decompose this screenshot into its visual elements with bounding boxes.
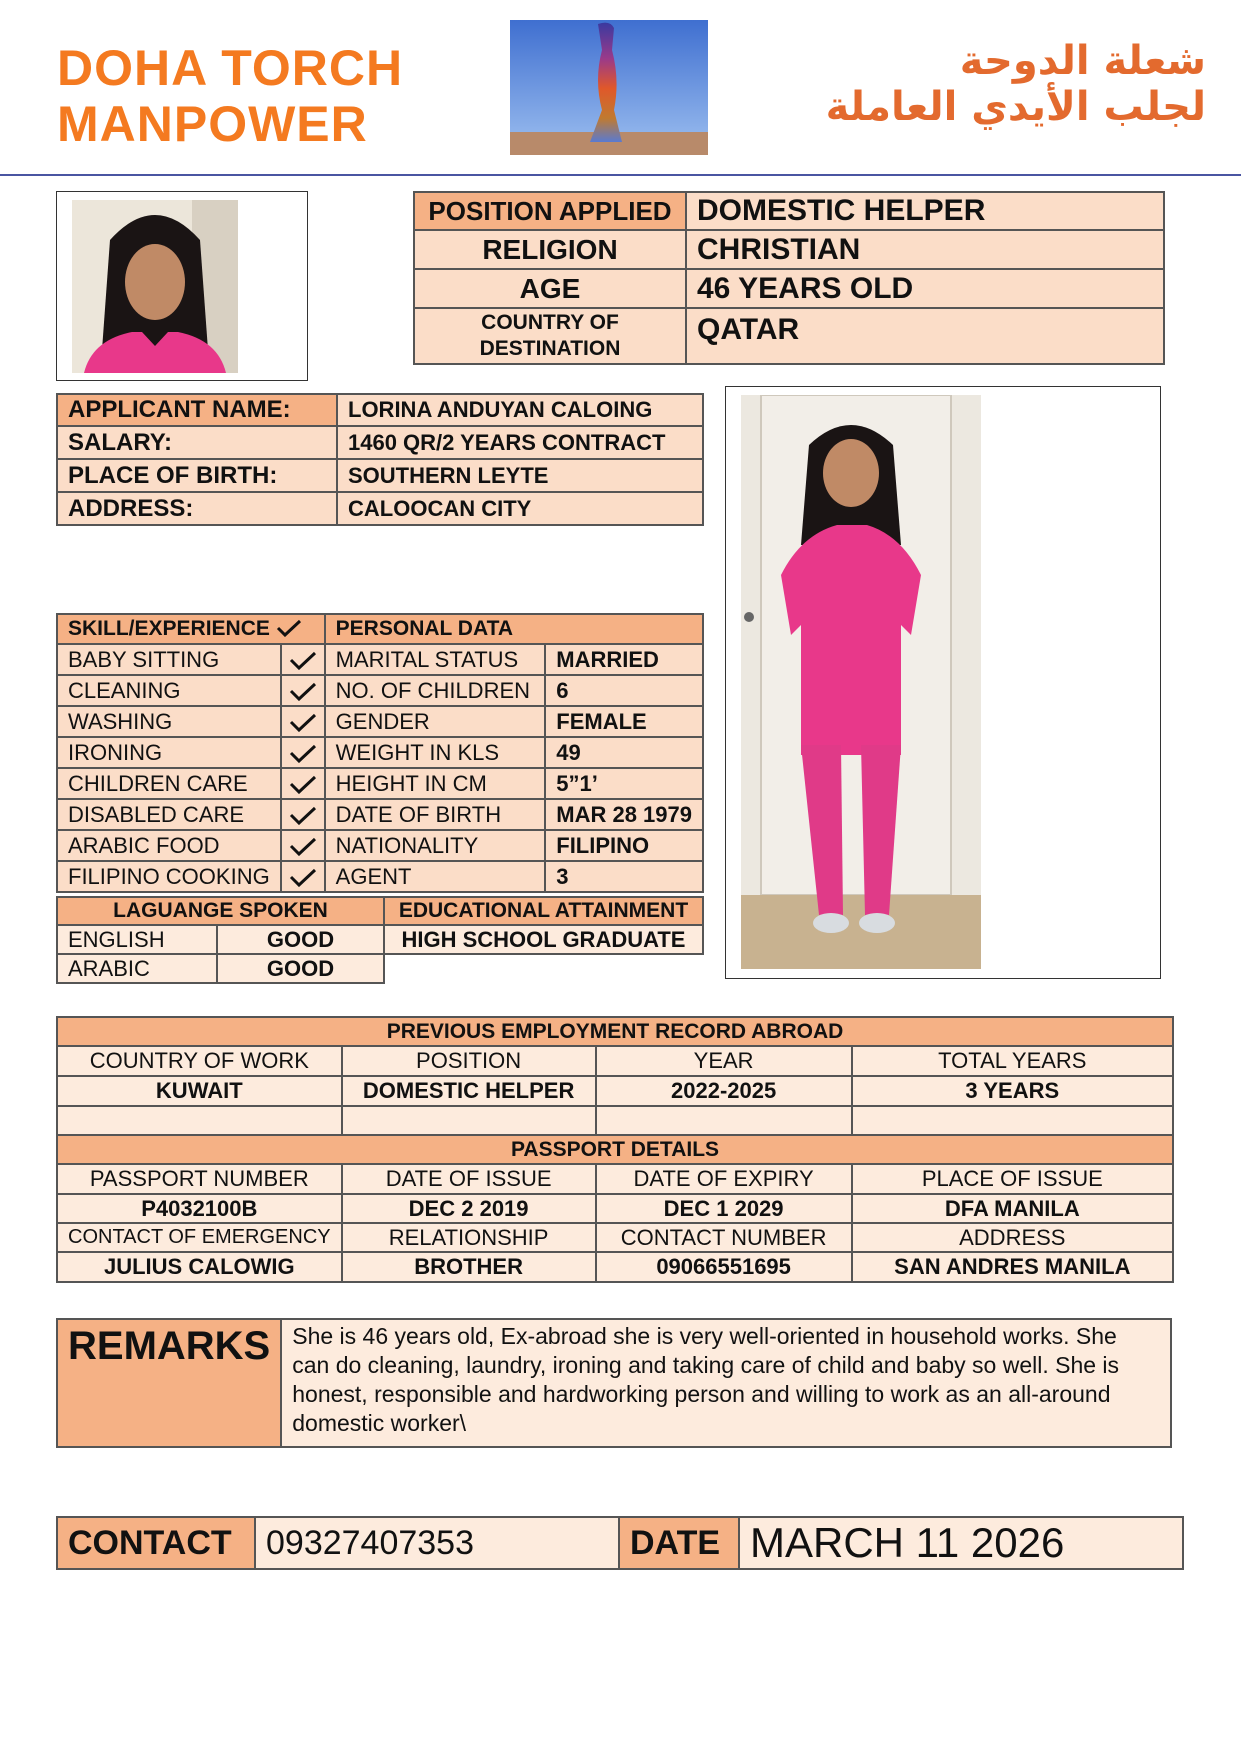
- applicant-name-value: LORINA ANDUYAN CALOING: [337, 394, 703, 426]
- skills-row: [57, 768, 703, 799]
- arabic-line1: شعلة الدوحة: [959, 38, 1206, 84]
- full-body-photo: [741, 395, 981, 969]
- personal-label: DATE OF BIRTH: [325, 799, 546, 830]
- passport-column: PLACE OF ISSUE: [852, 1164, 1173, 1194]
- employment-cell: KUWAIT: [57, 1076, 342, 1106]
- employment-column: YEAR: [596, 1046, 852, 1076]
- skill-check: [281, 861, 325, 892]
- emergency-column: CONTACT NUMBER: [596, 1223, 852, 1252]
- skill-item: BABY SITTING: [57, 644, 281, 675]
- personal-value: FILIPINO: [545, 830, 703, 861]
- check-icon: [288, 774, 318, 794]
- contact-label: CONTACT: [57, 1517, 255, 1569]
- check-icon: [288, 805, 318, 825]
- emergency-contact-number: 09066551695: [596, 1252, 852, 1282]
- education-row: [384, 925, 703, 954]
- company-name: [57, 40, 403, 152]
- check-icon: [288, 743, 318, 763]
- employment-column: POSITION: [342, 1046, 596, 1076]
- personal-label: NATIONALITY: [325, 830, 546, 861]
- education-value: HIGH SCHOOL GRADUATE: [384, 925, 703, 954]
- personal-label: WEIGHT IN KLS: [325, 737, 546, 768]
- destination-row: [414, 308, 1164, 364]
- employment-cell: 3 YEARS: [852, 1076, 1173, 1106]
- remarks-table: [56, 1318, 1172, 1448]
- skill-check: [281, 799, 325, 830]
- address-row: [57, 492, 703, 525]
- address-value: CALOOCAN CITY: [337, 492, 703, 525]
- date-value: MARCH 11 2026: [739, 1517, 1183, 1569]
- position-value: DOMESTIC HELPER: [686, 192, 1164, 230]
- language-row: [57, 954, 384, 983]
- check-icon: [276, 619, 302, 637]
- applicant-name-label: APPLICANT NAME:: [57, 394, 337, 426]
- age-row: [414, 269, 1164, 308]
- personal-value: 5”1’: [545, 768, 703, 799]
- contact-value: 09327407353: [255, 1517, 619, 1569]
- emergency-relationship: BROTHER: [342, 1252, 596, 1282]
- empty-cell: [342, 1106, 596, 1135]
- employment-cell: DOMESTIC HELPER: [342, 1076, 596, 1106]
- employment-cell: 2022-2025: [596, 1076, 852, 1106]
- company-name-line1: DOHA TORCH: [57, 40, 404, 96]
- skills-row: [57, 861, 703, 892]
- header-divider: [0, 174, 1241, 176]
- personal-value: MARRIED: [545, 644, 703, 675]
- personal-value: 6: [545, 675, 703, 706]
- age-label: AGE: [414, 269, 686, 308]
- language-table: [56, 896, 385, 984]
- skills-row: [57, 644, 703, 675]
- passport-column: PASSPORT NUMBER: [57, 1164, 342, 1194]
- employment-columns-row: [57, 1046, 1173, 1076]
- skill-check: [281, 644, 325, 675]
- personal-value: FEMALE: [545, 706, 703, 737]
- position-label: POSITION APPLIED: [414, 192, 686, 230]
- passport-header-row: [57, 1135, 1173, 1164]
- personal-data-header: PERSONAL DATA: [325, 614, 703, 644]
- personal-label: MARITAL STATUS: [325, 644, 546, 675]
- personal-label: HEIGHT IN CM: [325, 768, 546, 799]
- emergency-columns-row: [57, 1223, 1173, 1252]
- salary-value: 1460 QR/2 YEARS CONTRACT: [337, 426, 703, 459]
- personal-label: AGENT: [325, 861, 546, 892]
- employment-header: PREVIOUS EMPLOYMENT RECORD ABROAD: [57, 1017, 1173, 1046]
- passport-expiry-date: DEC 1 2029: [596, 1194, 852, 1223]
- passport-issue-date: DEC 2 2019: [342, 1194, 596, 1223]
- emergency-address: SAN ANDRES MANILA: [852, 1252, 1173, 1282]
- skills-personal-table: [56, 613, 704, 893]
- religion-label: RELIGION: [414, 230, 686, 269]
- skill-item: CLEANING: [57, 675, 281, 706]
- education-header: EDUCATIONAL ATTAINMENT: [384, 897, 703, 925]
- date-label: DATE: [619, 1517, 739, 1569]
- company-name-arabic: [826, 38, 1206, 130]
- emergency-column: ADDRESS: [852, 1223, 1173, 1252]
- personal-value: 3: [545, 861, 703, 892]
- employment-column: COUNTRY OF WORK: [57, 1046, 342, 1076]
- applicant-table: [56, 393, 704, 526]
- skill-item: FILIPINO COOKING: [57, 861, 281, 892]
- employment-header-row: [57, 1017, 1173, 1046]
- skill-check: [281, 706, 325, 737]
- destination-label-line1: COUNTRY OF: [481, 311, 619, 334]
- language-level: GOOD: [217, 954, 384, 983]
- religion-row: [414, 230, 1164, 269]
- arabic-line2: لجلب الأيدي العاملة: [825, 84, 1206, 130]
- torch-tower-logo-icon: [510, 20, 708, 155]
- skills-row: [57, 737, 703, 768]
- footer-row: [57, 1517, 1183, 1569]
- skill-item: ARABIC FOOD: [57, 830, 281, 861]
- destination-label: [414, 308, 686, 364]
- portrait-photo: [72, 200, 238, 373]
- passport-row: [57, 1194, 1173, 1223]
- passport-columns-row: [57, 1164, 1173, 1194]
- skills-row: [57, 706, 703, 737]
- passport-column: DATE OF ISSUE: [342, 1164, 596, 1194]
- emergency-row: [57, 1252, 1173, 1282]
- language-name: ENGLISH: [57, 925, 217, 954]
- birthplace-value: SOUTHERN LEYTE: [337, 459, 703, 492]
- skills-row: [57, 799, 703, 830]
- skill-check: [281, 737, 325, 768]
- passport-header: PASSPORT DETAILS: [57, 1135, 1173, 1164]
- skill-check: [281, 675, 325, 706]
- remarks-row: [57, 1319, 1171, 1447]
- check-icon: [288, 650, 318, 670]
- check-icon: [288, 712, 318, 732]
- remarks-label: REMARKS: [57, 1319, 281, 1447]
- language-header: LAGUANGE SPOKEN: [57, 897, 384, 925]
- skills-header-label: SKILL/EXPERIENCE: [68, 617, 270, 640]
- passport-place-of-issue: DFA MANILA: [852, 1194, 1173, 1223]
- age-value: 46 YEARS OLD: [686, 269, 1164, 308]
- personal-label: GENDER: [325, 706, 546, 737]
- destination-value: QATAR: [686, 308, 1164, 364]
- skill-item: IRONING: [57, 737, 281, 768]
- full-body-photo-frame: [725, 386, 1161, 979]
- applicant-name-row: [57, 394, 703, 426]
- position-table: [413, 191, 1165, 365]
- personal-label: NO. OF CHILDREN: [325, 675, 546, 706]
- skill-item: WASHING: [57, 706, 281, 737]
- emergency-column: CONTACT OF EMERGENCY: [57, 1223, 342, 1252]
- check-icon: [288, 836, 318, 856]
- education-table: [383, 896, 704, 955]
- footer-table: [56, 1516, 1184, 1570]
- passport-column: DATE OF EXPIRY: [596, 1164, 852, 1194]
- skill-check: [281, 830, 325, 861]
- personal-value: 49: [545, 737, 703, 768]
- skills-header: [57, 614, 325, 644]
- language-name: ARABIC: [57, 954, 217, 983]
- empty-cell: [596, 1106, 852, 1135]
- birthplace-row: [57, 459, 703, 492]
- personal-value: MAR 28 1979: [545, 799, 703, 830]
- skills-row: [57, 675, 703, 706]
- destination-label-line2: DESTINATION: [479, 337, 621, 360]
- skills-row: [57, 830, 703, 861]
- salary-row: [57, 426, 703, 459]
- empty-cell: [852, 1106, 1173, 1135]
- address-label: ADDRESS:: [57, 492, 337, 525]
- records-table: [56, 1016, 1174, 1283]
- skill-check: [281, 768, 325, 799]
- language-level: GOOD: [217, 925, 384, 954]
- emergency-contact-name: JULIUS CALOWIG: [57, 1252, 342, 1282]
- education-header-row: [384, 897, 703, 925]
- salary-label: SALARY:: [57, 426, 337, 459]
- company-name-line2: MANPOWER: [57, 96, 368, 152]
- check-icon: [288, 681, 318, 701]
- religion-value: CHRISTIAN: [686, 230, 1164, 269]
- portrait-photo-frame: [56, 191, 308, 381]
- check-icon: [288, 867, 318, 887]
- language-header-row: [57, 897, 384, 925]
- position-row: [414, 192, 1164, 230]
- employment-row: [57, 1076, 1173, 1106]
- skills-header-row: [57, 614, 703, 644]
- passport-number: P4032100B: [57, 1194, 342, 1223]
- language-row: [57, 925, 384, 954]
- emergency-column: RELATIONSHIP: [342, 1223, 596, 1252]
- employment-empty-row: [57, 1106, 1173, 1135]
- birthplace-label: PLACE OF BIRTH:: [57, 459, 337, 492]
- skill-item: DISABLED CARE: [57, 799, 281, 830]
- empty-cell: [57, 1106, 342, 1135]
- skill-item: CHILDREN CARE: [57, 768, 281, 799]
- remarks-text: She is 46 years old, Ex-abroad she is very well-oriented in household works. She can do cleaning, laundry, ironing and taking care of child and baby so well. She is honest, responsible and hardworking person and willing to work as an all-around domestic worker\: [281, 1319, 1171, 1447]
- employment-column: TOTAL YEARS: [852, 1046, 1173, 1076]
